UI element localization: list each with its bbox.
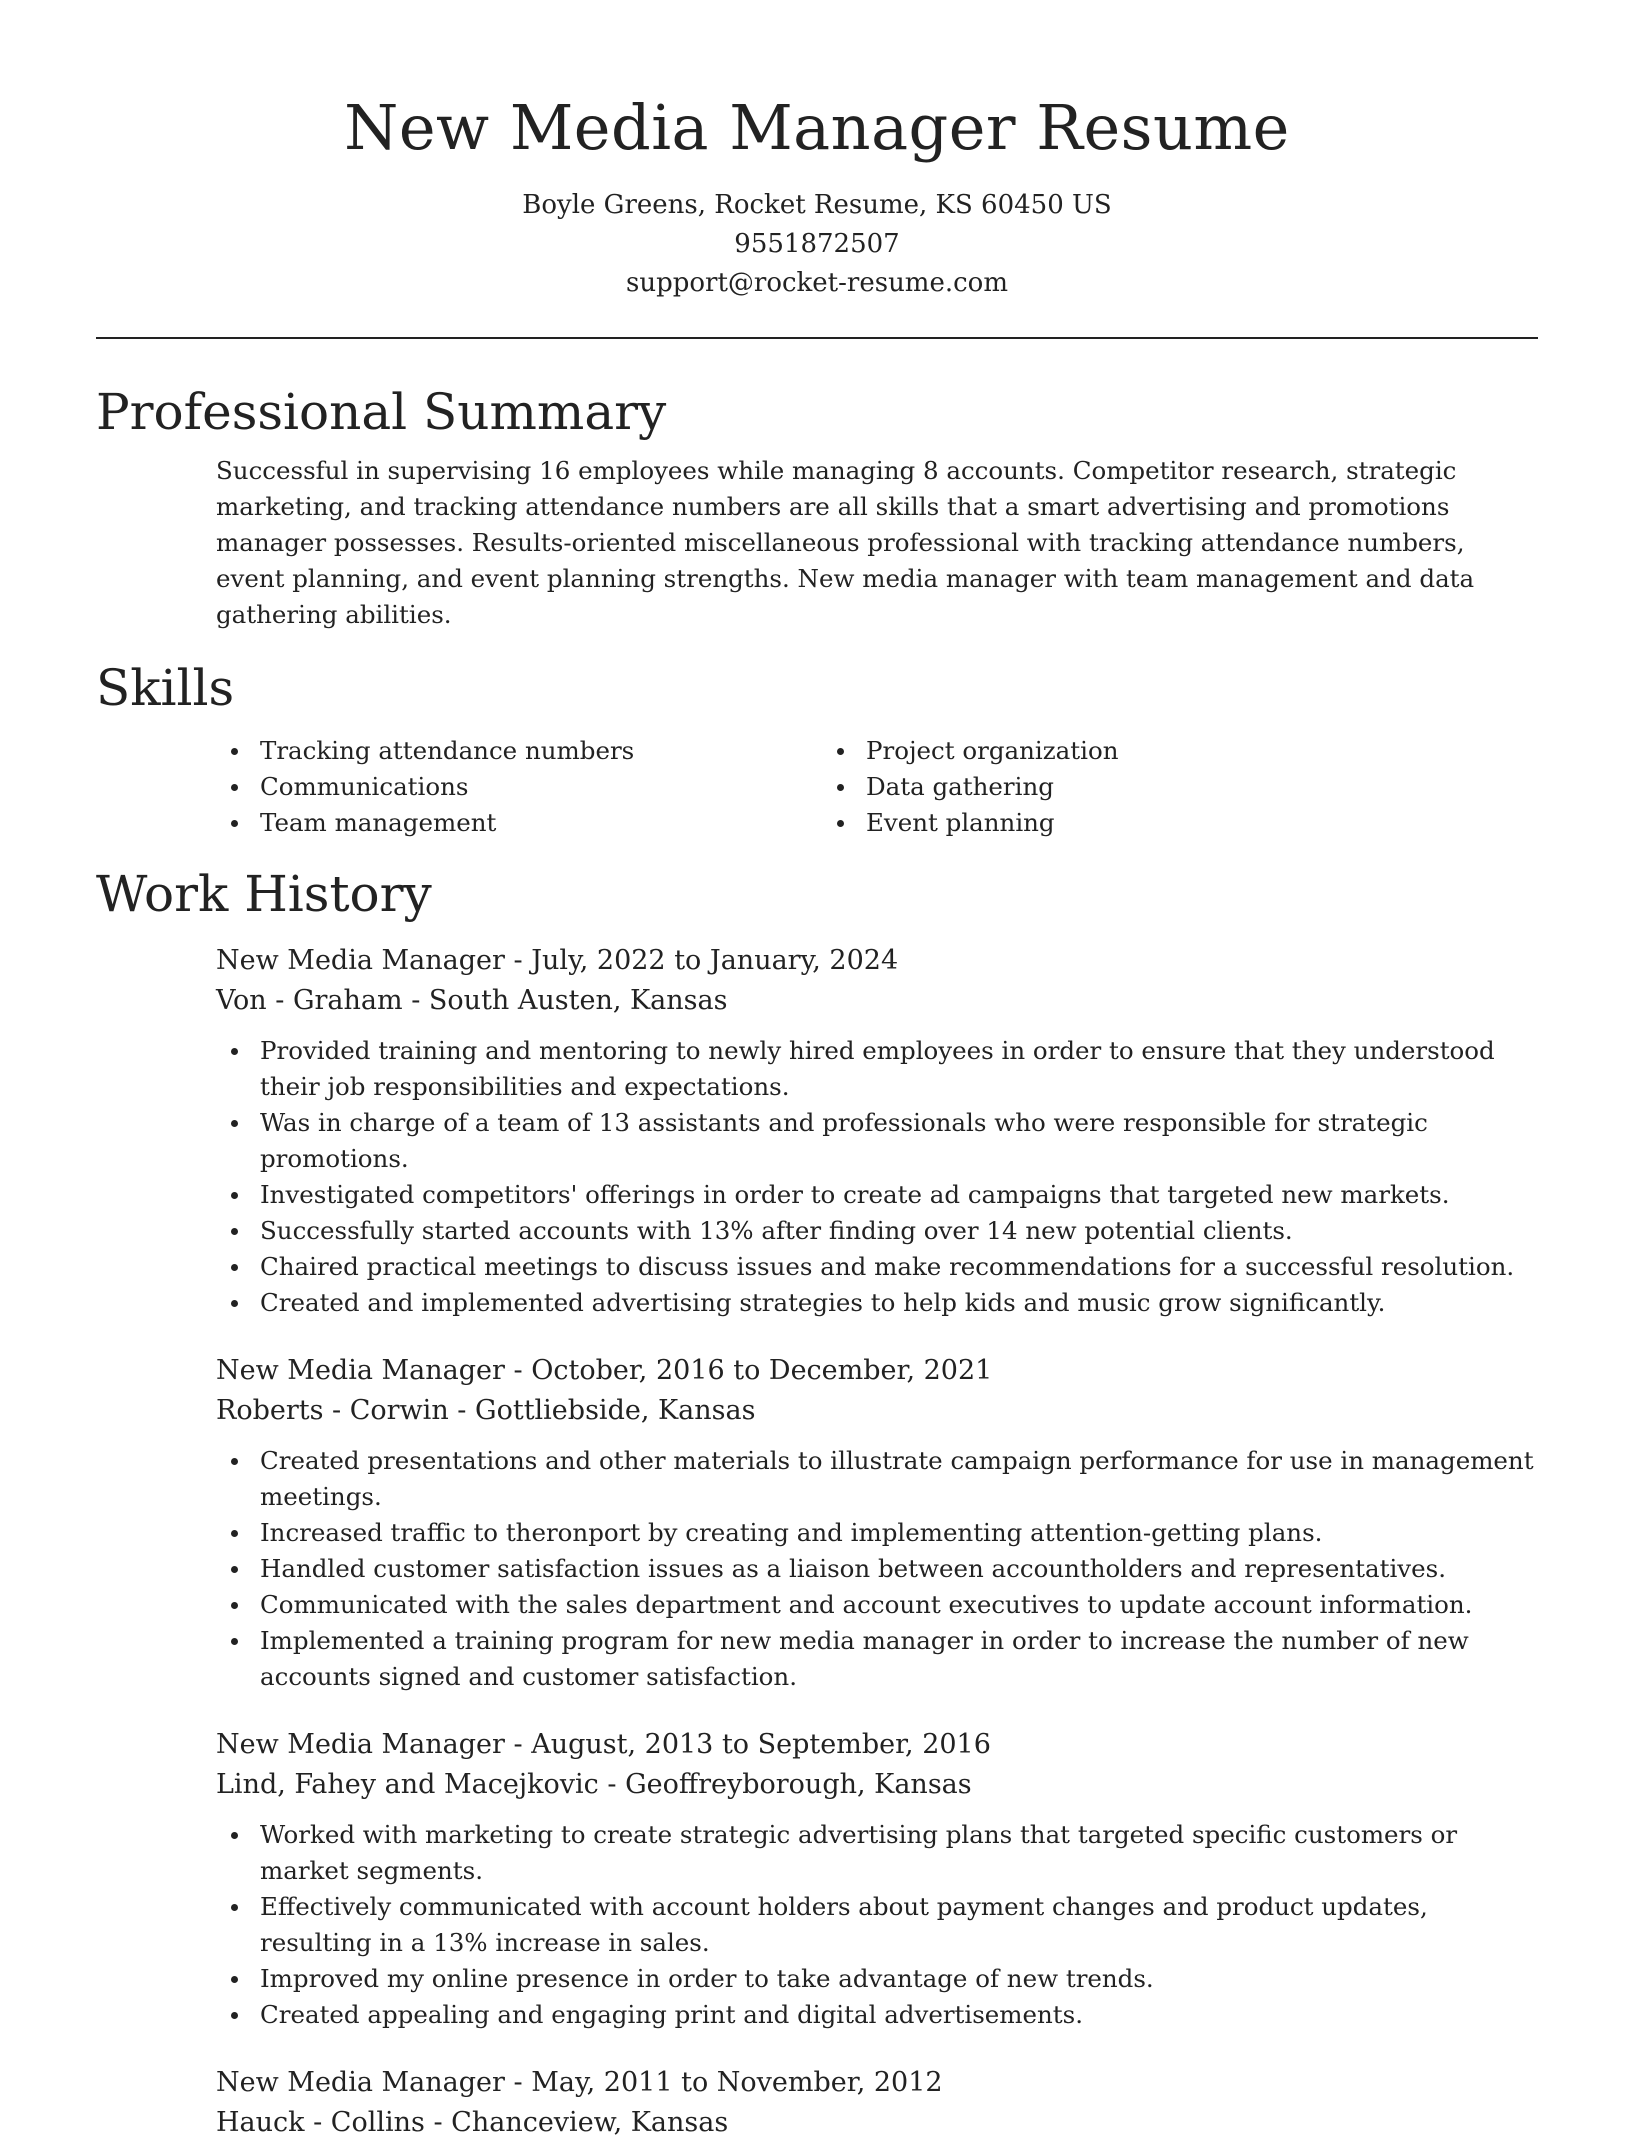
contact-phone: 9551872507 (734, 229, 900, 259)
job-title: New Media Manager (216, 1729, 505, 1760)
duty-item: Effectively communicated with account holders about payment changes and product updates, resulting in a 13% increase in sales. (260, 1889, 1538, 1961)
job-location: South Austen, Kansas (428, 985, 728, 1016)
job-entry (216, 1725, 1538, 2033)
work-history-heading: Work History (96, 865, 432, 923)
skill-item: Communications (260, 769, 822, 805)
job-location: Gottliebside, Kansas (475, 1395, 756, 1426)
contact-address: Boyle Greens, Rocket Resume, KS 60450 US (522, 190, 1112, 220)
duty-item: Created and implemented advertising strategies to help kids and music grow significantly. (260, 1285, 1538, 1321)
skill-item: Event planning (866, 805, 1428, 841)
duty-item: Chaired practical meetings to discuss issues and make recommendations for a successful resolution. (260, 1249, 1538, 1285)
duty-item: Provided training and mentoring to newly hired employees in order to ensure that they understood their job responsibilities and expectations. (260, 1033, 1538, 1105)
duty-item: Investigated competitors' offerings in order to create ad campaigns that targeted new markets. (260, 1177, 1538, 1213)
job-company: Lind, Fahey and Macejkovic (216, 1769, 599, 1800)
job-company: Hauck - Collins (216, 2107, 425, 2138)
resume-title: New Media Manager Resume (344, 91, 1290, 164)
summary-text: Successful in supervising 16 employees while managing 8 accounts. Competitor research, strategic marketing, and tracking attendance numbers are all skills that a smart advertising and promotions manager possesses. Results-oriented miscellaneous professional with tracking attendance numbers, event planning, and event planning strengths. New media manager with team management and data gathering abilities. (216, 456, 1475, 629)
skills-heading: Skills (96, 659, 235, 717)
duty-item: Created appealing and engaging print and digital advertisements. (260, 1997, 1538, 2033)
summary-section (96, 379, 1538, 633)
resume-page (96, 0, 1538, 2143)
skill-item: Tracking attendance numbers (260, 733, 822, 769)
contact-email: support@rocket-resume.com (625, 268, 1008, 298)
resume-header (96, 0, 1538, 303)
job-company-line: Lind, Fahey and Macejkovic - Geoffreyborough, Kansas (216, 1769, 972, 1800)
job-title-line: New Media Manager - May, 2011 to November, 2012 (216, 2067, 943, 2098)
duty-item: Created presentations and other materials to illustrate campaign performance for use in management meetings. (260, 1443, 1538, 1515)
skill-item: Team management (260, 805, 822, 841)
job-title: New Media Manager (216, 2067, 505, 2098)
skills-columns (216, 733, 1538, 841)
duty-item: Successfully started accounts with 13% after finding over 14 new potential clients. (260, 1213, 1538, 1249)
work-history-section (96, 861, 1538, 2143)
job-entry (216, 2063, 1538, 2143)
job-title: New Media Manager (216, 945, 505, 976)
job-company-line: Von - Graham - South Austen, Kansas (216, 985, 728, 1016)
job-duties (216, 1443, 1538, 1695)
summary-heading: Professional Summary (96, 383, 667, 441)
skills-column-left (216, 733, 822, 841)
job-company-line: Roberts - Corwin - Gottliebside, Kansas (216, 1395, 756, 1426)
skills-section (96, 655, 1538, 841)
job-location: Geoffreyborough, Kansas (625, 1769, 972, 1800)
job-entry (216, 941, 1538, 1321)
header-divider (96, 337, 1538, 339)
job-title-line: New Media Manager - August, 2013 to September, 2016 (216, 1729, 991, 1760)
job-entry (216, 1351, 1538, 1695)
job-company: Roberts - Corwin (216, 1395, 449, 1426)
job-location: Chanceview, Kansas (451, 2107, 729, 2138)
job-duties (216, 1033, 1538, 1321)
job-dates: August, 2013 to September, 2016 (531, 1729, 991, 1760)
duty-item: Increased traffic to theronport by creating and implementing attention-getting plans. (260, 1515, 1538, 1551)
job-dates: July, 2022 to January, 2024 (531, 945, 899, 976)
skill-item: Project organization (866, 733, 1428, 769)
job-dates: May, 2011 to November, 2012 (531, 2067, 943, 2098)
duty-item: Handled customer satisfaction issues as a liaison between accountholders and representatives. (260, 1551, 1538, 1587)
skill-item: Data gathering (866, 769, 1428, 805)
job-company: Von - Graham (216, 985, 403, 1016)
duty-item: Improved my online presence in order to take advantage of new trends. (260, 1961, 1538, 1997)
job-title: New Media Manager (216, 1355, 505, 1386)
duty-item: Worked with marketing to create strategic advertising plans that targeted specific customers or market segments. (260, 1817, 1538, 1889)
job-duties (216, 1817, 1538, 2033)
job-title-line: New Media Manager - July, 2022 to January, 2024 (216, 945, 899, 976)
skills-column-right (822, 733, 1428, 841)
job-title-line: New Media Manager - October, 2016 to December, 2021 (216, 1355, 993, 1386)
duty-item: Communicated with the sales department and account executives to update account information. (260, 1587, 1538, 1623)
duty-item: Implemented a training program for new media manager in order to increase the number of new accounts signed and customer satisfaction. (260, 1623, 1538, 1695)
job-dates: October, 2016 to December, 2021 (531, 1355, 993, 1386)
duty-item: Was in charge of a team of 13 assistants and professionals who were responsible for strategic promotions. (260, 1105, 1538, 1177)
job-company-line: Hauck - Collins - Chanceview, Kansas (216, 2107, 729, 2138)
contact-block (96, 186, 1538, 303)
